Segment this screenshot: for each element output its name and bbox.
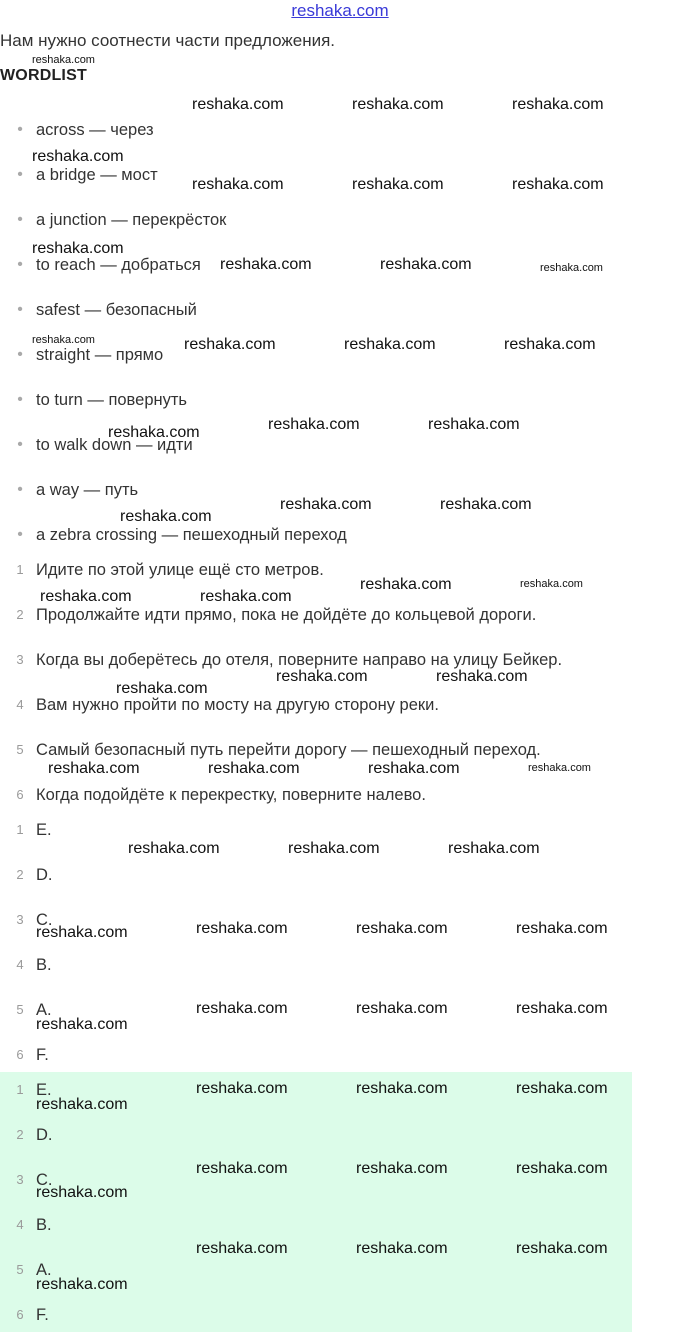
sentence-item	[0, 690, 632, 720]
intro-text: Нам нужно соотнести части предложения.	[0, 31, 336, 50]
watermark-text: reshaka.com	[448, 840, 540, 857]
item-text: to walk down — идти	[36, 436, 193, 454]
watermark-text: reshaka.com	[196, 1240, 288, 1257]
watermark-text: reshaka.com	[36, 1016, 128, 1033]
item-text: to turn — повернуть	[36, 391, 188, 409]
watermark-text: reshaka.com	[344, 336, 436, 353]
watermark-text: reshaka.com	[516, 1160, 608, 1177]
watermark-text: reshaka.com	[352, 96, 444, 113]
item-text: C.	[36, 911, 53, 929]
item-text: E.	[36, 1081, 52, 1099]
item-number: 2	[16, 867, 24, 882]
watermark-text: reshaka.com	[540, 262, 603, 274]
item-text: D.	[36, 866, 53, 884]
item-text: straight — прямо	[36, 346, 164, 364]
watermark-text: reshaka.com	[520, 578, 583, 590]
watermark-text: reshaka.com	[440, 496, 532, 513]
answer-item	[0, 950, 632, 980]
bullet-icon: •	[17, 526, 23, 543]
watermark-text: reshaka.com	[116, 680, 208, 697]
item-text: Когда подойдёте к перекрестку, поверните налево.	[36, 786, 426, 804]
item-text: C.	[36, 1171, 53, 1189]
watermark-text: reshaka.com	[32, 240, 124, 257]
answer-item	[0, 1040, 632, 1070]
item-text: Когда вы доберётесь до отеля, поверните направо на улицу Бейкер.	[36, 651, 563, 669]
bullet-icon: •	[17, 301, 23, 318]
item-number: 1	[16, 562, 24, 577]
watermark-text: reshaka.com	[36, 1184, 128, 1201]
watermark-text: reshaka.com	[196, 920, 288, 937]
watermark-text: reshaka.com	[184, 336, 276, 353]
bullet-icon: •	[17, 391, 23, 408]
watermark-text: reshaka.com	[268, 416, 360, 433]
bullet-icon: •	[17, 436, 23, 453]
bullet-icon: •	[17, 211, 23, 228]
item-number: 2	[16, 1127, 24, 1142]
item-text: A.	[36, 1001, 52, 1019]
item-number: 2	[16, 607, 24, 622]
watermark-text: reshaka.com	[32, 148, 124, 165]
site-link[interactable]: reshaka.com	[291, 1, 389, 20]
wordlist-item	[0, 520, 632, 550]
watermark-text: reshaka.com	[504, 336, 596, 353]
item-number: 4	[16, 697, 24, 712]
watermark-text: reshaka.com	[356, 1080, 448, 1097]
item-text: B.	[36, 956, 52, 974]
bullet-icon: •	[17, 166, 23, 183]
watermark-text: reshaka.com	[200, 588, 292, 605]
item-text: safest — безопасный	[36, 301, 197, 319]
watermark-text: reshaka.com	[436, 668, 528, 685]
watermark-text: reshaka.com	[516, 1240, 608, 1257]
watermark-text: reshaka.com	[196, 1080, 288, 1097]
item-number: 4	[16, 957, 24, 972]
bullet-icon: •	[17, 256, 23, 273]
watermark-text: reshaka.com	[108, 424, 200, 441]
bullet-icon: •	[17, 481, 23, 498]
item-text: E.	[36, 821, 52, 839]
watermark-text: reshaka.com	[48, 760, 140, 777]
watermark-text: reshaka.com	[516, 1000, 608, 1017]
answer-item-highlighted	[0, 1300, 632, 1330]
watermark-text: reshaka.com	[280, 496, 372, 513]
watermark-text: reshaka.com	[276, 668, 368, 685]
item-number: 6	[16, 1047, 24, 1062]
watermark-text: reshaka.com	[196, 1160, 288, 1177]
wordlist-item	[0, 205, 632, 235]
watermark-text: reshaka.com	[288, 840, 380, 857]
item-text: Самый безопасный путь перейти дорогу — пешеходный переход.	[36, 741, 541, 759]
item-number: 3	[16, 1172, 24, 1187]
answer-item-highlighted	[0, 1120, 632, 1150]
item-text: F.	[36, 1046, 49, 1064]
bullet-icon: •	[17, 346, 23, 363]
item-number: 5	[16, 1002, 24, 1017]
item-text: A.	[36, 1261, 52, 1279]
wordlist-item	[0, 385, 632, 415]
item-text: a junction — перекрёсток	[36, 211, 227, 229]
item-number: 1	[16, 822, 24, 837]
watermark-text: reshaka.com	[368, 760, 460, 777]
watermark-text: reshaka.com	[220, 256, 312, 273]
watermark-text: reshaka.com	[192, 176, 284, 193]
watermark-text: reshaka.com	[120, 508, 212, 525]
item-text: D.	[36, 1126, 53, 1144]
watermark-text: reshaka.com	[36, 1096, 128, 1113]
watermark-text: reshaka.com	[36, 1276, 128, 1293]
item-number: 5	[16, 1262, 24, 1277]
watermark-text: reshaka.com	[352, 176, 444, 193]
item-number: 4	[16, 1217, 24, 1232]
item-number: 1	[16, 1082, 24, 1097]
item-text: Продолжайте идти прямо, пока не дойдёте до кольцевой дороги.	[36, 606, 537, 624]
watermark-text: reshaka.com	[356, 1000, 448, 1017]
wordlist-item	[0, 295, 632, 325]
watermark-text: reshaka.com	[36, 924, 128, 941]
item-text: across — через	[36, 121, 154, 139]
item-text: a way — путь	[36, 481, 139, 499]
watermark-text: reshaka.com	[32, 54, 95, 66]
watermark-text: reshaka.com	[516, 920, 608, 937]
wordlist-item	[0, 115, 632, 145]
watermark-text: reshaka.com	[192, 96, 284, 113]
bullet-icon: •	[17, 121, 23, 138]
watermark-text: reshaka.com	[380, 256, 472, 273]
item-text: to reach — добраться	[36, 256, 201, 274]
watermark-text: reshaka.com	[196, 1000, 288, 1017]
item-number: 3	[16, 912, 24, 927]
item-text: Идите по этой улице ещё сто метров.	[36, 561, 324, 579]
watermark-text: reshaka.com	[512, 96, 604, 113]
item-number: 3	[16, 652, 24, 667]
item-text: a zebra crossing — пешеходный переход	[36, 526, 347, 544]
answer-item-highlighted	[0, 1210, 632, 1240]
watermark-text: reshaka.com	[208, 760, 300, 777]
item-text: B.	[36, 1216, 52, 1234]
watermark-text: reshaka.com	[128, 840, 220, 857]
item-text: Вам нужно пройти по мосту на другую сторону реки.	[36, 696, 439, 714]
item-text: a bridge — мост	[36, 166, 158, 184]
item-text: F.	[36, 1306, 49, 1324]
watermark-text: reshaka.com	[528, 762, 591, 774]
wordlist-heading: WORDLIST	[0, 67, 87, 84]
item-number: 6	[16, 1307, 24, 1322]
watermark-text: reshaka.com	[356, 1160, 448, 1177]
watermark-text: reshaka.com	[40, 588, 132, 605]
item-number: 5	[16, 742, 24, 757]
watermark-text: reshaka.com	[356, 1240, 448, 1257]
watermark-text: reshaka.com	[360, 576, 452, 593]
watermark-text: reshaka.com	[32, 334, 95, 346]
watermark-text: reshaka.com	[512, 176, 604, 193]
answer-item	[0, 860, 632, 890]
watermark-text: reshaka.com	[428, 416, 520, 433]
item-number: 6	[16, 787, 24, 802]
watermark-text: reshaka.com	[516, 1080, 608, 1097]
watermark-text: reshaka.com	[356, 920, 448, 937]
sentence-item	[0, 780, 632, 810]
